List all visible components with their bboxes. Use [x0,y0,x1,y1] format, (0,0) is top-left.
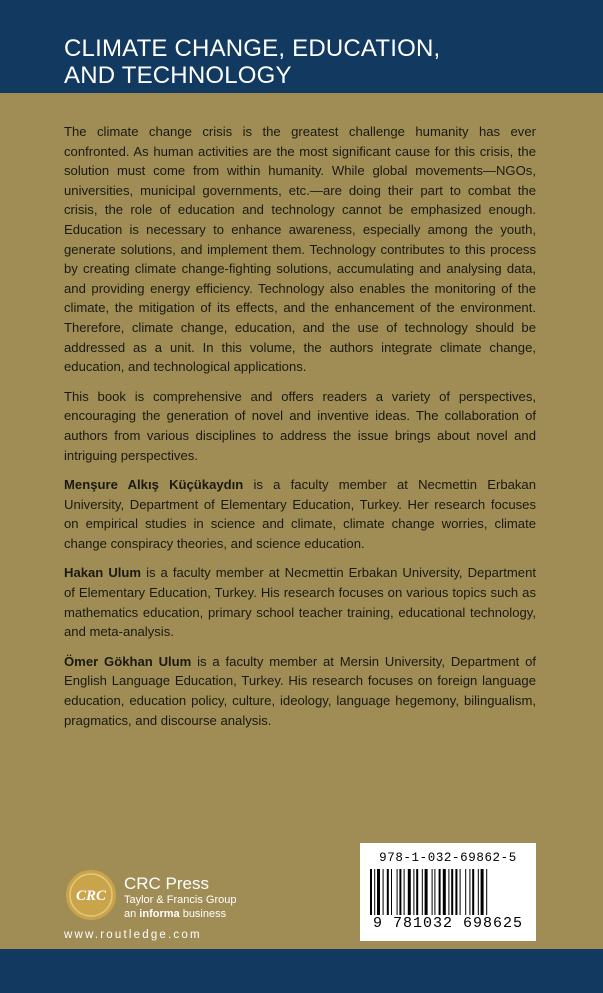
informa-suffix: business [179,908,227,920]
barcode-bars-icon [370,869,526,915]
publisher-group: Taylor & Francis Group [124,894,237,906]
author-name: Hakan Ulum [64,565,142,581]
title-line-2: AND TECHNOLOGY [64,62,292,89]
crc-logo-text: CRC [75,888,107,904]
blurb [64,122,536,740]
description-paragraph-1: The climate change crisis is the greatest challenge humanity has ever confronted. As human activities are the most significant cause for this crisis, the solution must come from within humanity. While global movements—NGOs, universities, municipal governments, etc.—are doing their part to combat the crisis, the role of education and technology cannot be emphasized enough. Education is necessary to enhance awareness, especially among the youth, generate solutions, and implement them. Technology contributes to this process by creating climate change-fighting solutions, accumulating and analysing data, and providing energy efficiency. Technology also enables the monitoring of the climate, the mitigation of its effects, and the enhancement of the environment. Therefore, climate change, education, and the use of technology should be addressed as a unit. In this volume, the authors integrate climate change, education, and technological applications. [64,124,536,375]
crc-logo-icon [64,868,118,922]
informa-prefix: an [124,908,140,920]
barcode [360,843,536,941]
description-paragraph-2: This book is comprehensive and offers readers a variety of perspectives, encouraging the generation of novel and inventive ideas. The collaboration of authors from various disciplines to address the issue brings about novel and intriguing perspectives. [64,388,536,463]
publisher-url[interactable]: www.routledge.com [64,929,202,941]
isbn-label: 978-1-032-69862-5 [379,851,517,865]
footer-band [0,949,603,993]
author-bio-2 [64,563,536,641]
author-name: Menşure Alkış Küçükaydın [64,477,244,493]
author-bio-3 [64,652,536,730]
author-bio-text: is a faculty member at Necmettin Erbakan University, Department of Elementary Education, Turkey. His research focuses on various topics such as mathematics education, primary school teacher training, educational technology, and meta-analysis. [64,565,536,640]
author-bio-text: is a faculty member at Necmettin Erbakan University, Department of Elementary Education, Turkey. Her research focuses on empirical studies in science and climate, climate change worries, climate change conspiracy theories, and science education. [64,477,536,551]
author-name: Ömer Gökhan Ulum [64,653,192,669]
title-line-1: CLIMATE CHANGE, EDUCATION, [64,35,441,62]
author-bio-text: is a faculty member at Mersin University, Department of English Language Education, Turkey. His research focuses on foreign language education, education policy, culture, ideology, language hegemony, bilingualism, pragmatics, and discourse analysis. [64,653,536,728]
publisher-informa [124,907,236,921]
publisher-name: CRC Press [124,874,210,893]
publisher-block [124,874,236,921]
barcode-digits: 9 781032 698625 [372,915,524,932]
author-bio-1 [64,475,536,553]
informa-bold: informa [139,908,180,920]
book-title [64,35,440,89]
